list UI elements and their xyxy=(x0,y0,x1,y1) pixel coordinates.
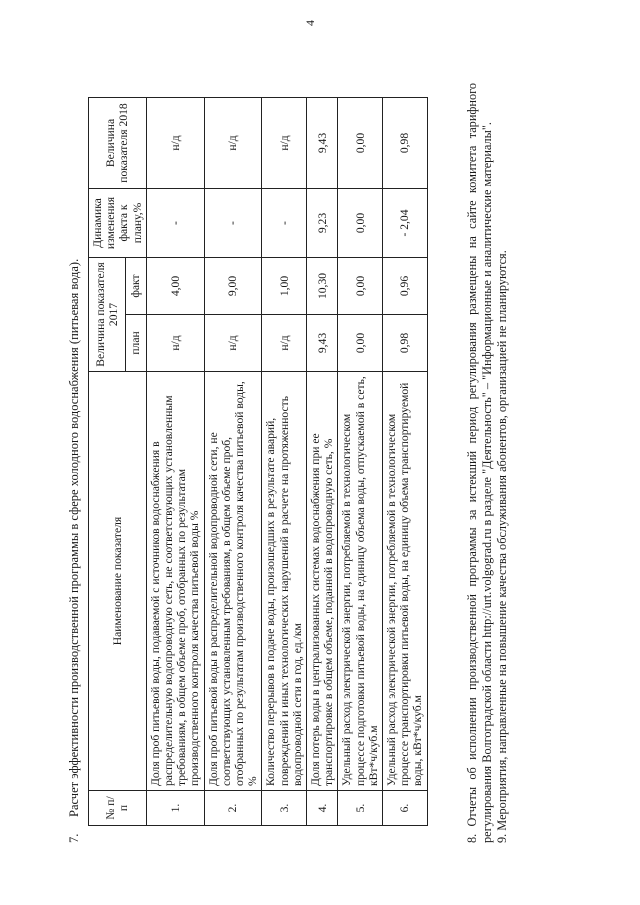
table-row xyxy=(338,98,383,826)
row-value-2018: н/д xyxy=(146,98,204,189)
row-value-2018: н/д xyxy=(204,98,262,189)
header-plan: план xyxy=(125,315,146,372)
row-number: 6. xyxy=(383,791,428,826)
row-name: Доля потерь воды в централизованных системах водоснабжения при ее транспортировке в общем объеме, поданной в водопроводную сеть, % xyxy=(307,372,338,791)
section-number: 7. xyxy=(67,833,81,843)
row-name: Удельный расход электрической энергии, потребляемой в технологическом процессе подготовки питьевой воды, на единицу объема воды, отпускаемой в сеть, кВт*ч/куб.м xyxy=(338,372,383,791)
row-dynamics: 0,00 xyxy=(338,189,383,258)
tariff-committee-link[interactable]: http://urt.volgograd.ru xyxy=(480,528,494,638)
page-number: 4 xyxy=(302,20,317,26)
note-8 xyxy=(465,83,495,843)
row-value-2018: 9,43 xyxy=(307,98,338,189)
row-number: 1. xyxy=(146,791,204,826)
row-value-2018: 0,98 xyxy=(383,98,428,189)
header-no: № п/п xyxy=(89,791,147,826)
row-fact: 4,00 xyxy=(146,258,204,315)
row-dynamics: - xyxy=(262,189,307,258)
row-dynamics: - 2,04 xyxy=(383,189,428,258)
row-fact: 1,00 xyxy=(262,258,307,315)
row-name: Доля проб питьевой воды, подаваемой с источников водоснабжения в распределительную водопроводную сеть, не соответствующих установленным требованиям, в общем объеме проб, отобранных по результатам производственного контроля качества питьевой воды % xyxy=(146,372,204,791)
row-fact: 0,00 xyxy=(338,258,383,315)
table-row xyxy=(262,98,307,826)
note-8-text-end: в разделе "Деятельность" – "Информационные и аналитические материалы". xyxy=(480,122,494,526)
row-name: Удельный расход электрической энергии, потребляемой в технологическом процессе транспортировки питьевой воды, на единицу объема транспортируемой воды, кВт*ч/куб.м xyxy=(383,372,428,791)
table-row xyxy=(204,98,262,826)
table-header-row xyxy=(89,98,126,826)
row-number: 3. xyxy=(262,791,307,826)
row-number: 5. xyxy=(338,791,383,826)
row-name: Количество перерывов в подаче воды, произошедших в результате аварий, повреждений и иных технологических нарушений в расчете на протяженность водопроводной сети в год, ед./км xyxy=(262,372,307,791)
row-plan: н/д xyxy=(262,315,307,372)
row-number: 2. xyxy=(204,791,262,826)
efficiency-table xyxy=(88,97,428,826)
row-dynamics: - xyxy=(204,189,262,258)
row-fact: 10,30 xyxy=(307,258,338,315)
note-8-text-start: 8. Отчеты об исполнении производственной программы за истекший период регулирования размещены на сайте комитета тарифного регулирования Волгоградской области xyxy=(465,83,494,843)
table-row xyxy=(307,98,338,826)
section-title: Расчет эффективности производственной программы в сфере холодного водоснабжения (питьевая вода). xyxy=(67,258,81,817)
note-9: 9. Мероприятия, направленные на повышение качества обслуживания абонентов, организацией не планируются. xyxy=(495,250,509,843)
header-value-2018: Величина показателя 2018 xyxy=(89,98,147,189)
row-dynamics: 9,23 xyxy=(307,189,338,258)
table-row xyxy=(383,98,428,826)
row-plan: н/д xyxy=(204,315,262,372)
row-plan: н/д xyxy=(146,315,204,372)
row-dynamics: - xyxy=(146,189,204,258)
header-dynamics: Динамика изменения факта к плану,% xyxy=(89,189,147,258)
row-fact: 9,00 xyxy=(204,258,262,315)
header-fact: факт xyxy=(125,258,146,315)
row-plan: 0,98 xyxy=(383,315,428,372)
header-name: Наименование показателя xyxy=(89,372,147,791)
row-plan: 9,43 xyxy=(307,315,338,372)
row-fact: 0,96 xyxy=(383,258,428,315)
header-value-2017: Величина показателя 2017 xyxy=(89,258,126,372)
row-number: 4. xyxy=(307,791,338,826)
row-name: Доля проб питьевой воды в распределительной водопроводной сети, не соответствующих установленным требованиям, в общем объеме проб, отобранных по результатам производственного контроля качества питьевой воды, % xyxy=(204,372,262,791)
row-value-2018: н/д xyxy=(262,98,307,189)
rotated-page-content xyxy=(65,63,585,843)
section-heading xyxy=(67,63,82,843)
row-value-2018: 0,00 xyxy=(338,98,383,189)
row-plan: 0,00 xyxy=(338,315,383,372)
notes-section xyxy=(465,83,510,843)
table-row xyxy=(146,98,204,826)
